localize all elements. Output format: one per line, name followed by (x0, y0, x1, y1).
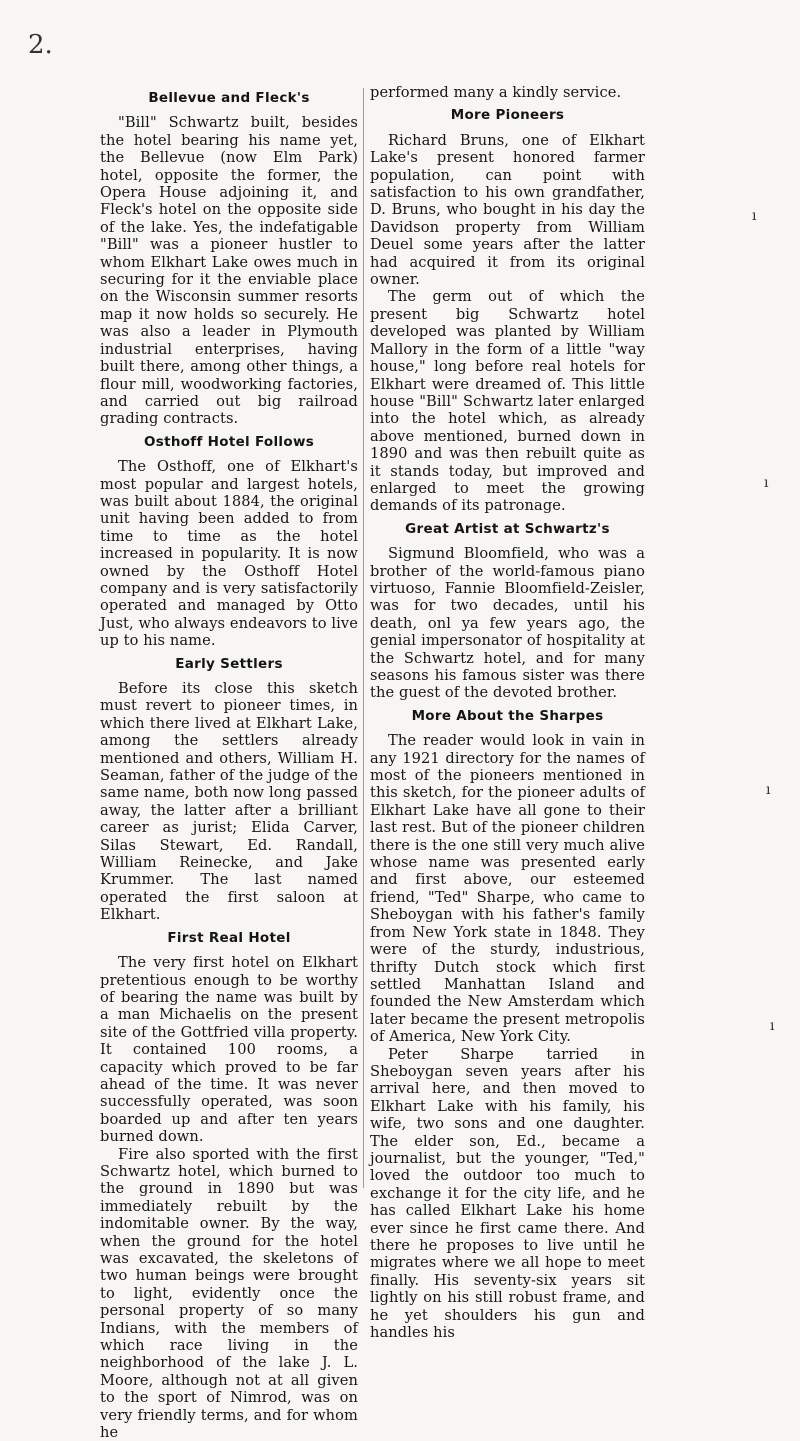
paragraph: Richard Bruns, one of Elkhart Lake's present honored farmer population, can point with satisfaction to his own grandfather, D. Bruns, who bought in his day the Davidson property from William Deuel some years after the latter had acquired it from its original owner. (370, 131, 645, 289)
paragraph: Before its close this sketch must revert to pioneer times, in which there lived at Elkhart Lake, among the settlers already mentioned and others, William H. Seaman, father of the judge of the same name, both now long passed away, the latter after a brilliant career as jurist; Elida Carver, Silas Stewart, Ed. Randall, William Reinecke, and Jake Krummer. The last named operated the first saloon at Elkhart. (100, 680, 358, 924)
section-heading-sharpes: More About the Sharpes (411, 707, 604, 724)
paragraph: "Bill" Schwartz built, besides the hotel bearing his name yet, the Bellevue (now Elm Park) hotel, opposite the former, the Opera House adjoining it, and Fleck's hotel on the opposite side of the lake. Yes, the indefatigable "Bill" was a pioneer hustler to whom Elkhart Lake owes much in securing for it the enviable place on the Wisconsin summer resorts map it now holds so securely. He was also a leader in Plymouth industrial enterprises, having built there, among other things, a flour mill, woodworking factories, and carried out big railroad grading contracts. (100, 114, 358, 428)
section-heading-bellevue: Bellevue and Fleck's (148, 90, 310, 106)
left-column (100, 84, 358, 1441)
section-heading-osthoff: Osthoff Hotel Follows (143, 433, 315, 450)
section-heading-first-real-hotel: First Real Hotel (167, 929, 291, 946)
margin-mark: ı (766, 782, 771, 798)
paragraph: Peter Sharpe tarried in Sheboygan seven years after his arrival here, and then moved to Elkhart Lake with his family, his wife, two sons and one daughter. The elder son, Ed., became a journalist, but the younger, "Ted," loved the outdoor too much to exchange it for the city life, and he has called Elkhart Lake his home ever since he first came there. And there he proposes to live until he migrates where we all hope to meet finally. His seventy-six years sit lightly on his still robust frame, and he yet shoulders his gun and handles his (370, 1045, 645, 1342)
page-number: 2. (28, 30, 53, 60)
margin-mark: ı (752, 208, 757, 224)
section-heading-early-settlers: Early Settlers (175, 655, 283, 672)
paragraph: The germ out of which the present big Schwartz hotel developed was planted by William Mallory in the form of a little "way house," long before real hotels for Elkhart were dreamed of. This little house "Bill" Schwartz later enlarged into the hotel which, as already above mentioned, burned down in 1890 and was then rebuilt quite as it stands today, but improved and enlarged to meet the growing demands of its patronage. (370, 288, 645, 515)
section-heading-great-artist: Great Artist at Schwartz's (405, 520, 610, 537)
right-column (370, 84, 645, 1341)
paragraph: Sigmund Bloomfield, who was a brother of the world-famous piano virtuoso, Fannie Bloomfield-Zeisler, was for two decades, until his death, onl ya few years ago, the genial impersonator of hospitality at the Schwartz hotel, and for many seasons his famous sister was there the guest of the devoted brother. (370, 545, 645, 702)
margin-mark: ı (764, 475, 769, 491)
paragraph: Fire also sported with the first Schwartz hotel, which burned to the ground in 1890 but was immediately rebuilt by the indomitable owner. By the way, when the ground for the hotel was excavated, the skeletons of two human beings were brought to light, evidently once the personal property of so many Indians, with the members of which race living in the neighborhood of the lake J. L. Moore, although not at all given to the sport of Nimrod, was on very friendly terms, and for whom he (100, 1145, 358, 1441)
column-divider (363, 88, 364, 1188)
paragraph: The reader would look in vain in any 1921 directory for the names of most of the pioneers mentioned in this sketch, for the pioneer adults of Elkhart Lake have all gone to their last rest. But of the pioneer children there is the one still very much alive whose name was presented early and first above, our esteemed friend, "Ted" Sharpe, who came to Sheboygan with his father's family from New York state in 1848. They were of the sturdy, industrious, thrifty Dutch stock which first settled Manhattan Island and founded the New Amsterdam which later became the present metropolis of America, New York City. (370, 732, 645, 1046)
paragraph-continuation: performed many a kindly service. (370, 84, 622, 101)
paragraph: The very first hotel on Elkhart pretentious enough to be worthy of bearing the name was built by a man Michaelis on the present site of the Gottfried villa property. It contained 100 rooms, a capacity which proved to be far ahead of the time. It was never successfully operated, was soon boarded up and after ten years burned down. (100, 954, 358, 1146)
paragraph: The Osthoff, one of Elkhart's most popular and largest hotels, was built about 1884, the original unit having been added to from time to time as the hotel increased in popularity. It is now owned by the Osthoff Hotel company and is very satisfactorily operated and managed by Otto Just, who always endeavors to live up to his name. (100, 458, 358, 650)
margin-mark: ı (770, 1018, 775, 1034)
section-heading-more-pioneers: More Pioneers (450, 107, 565, 124)
